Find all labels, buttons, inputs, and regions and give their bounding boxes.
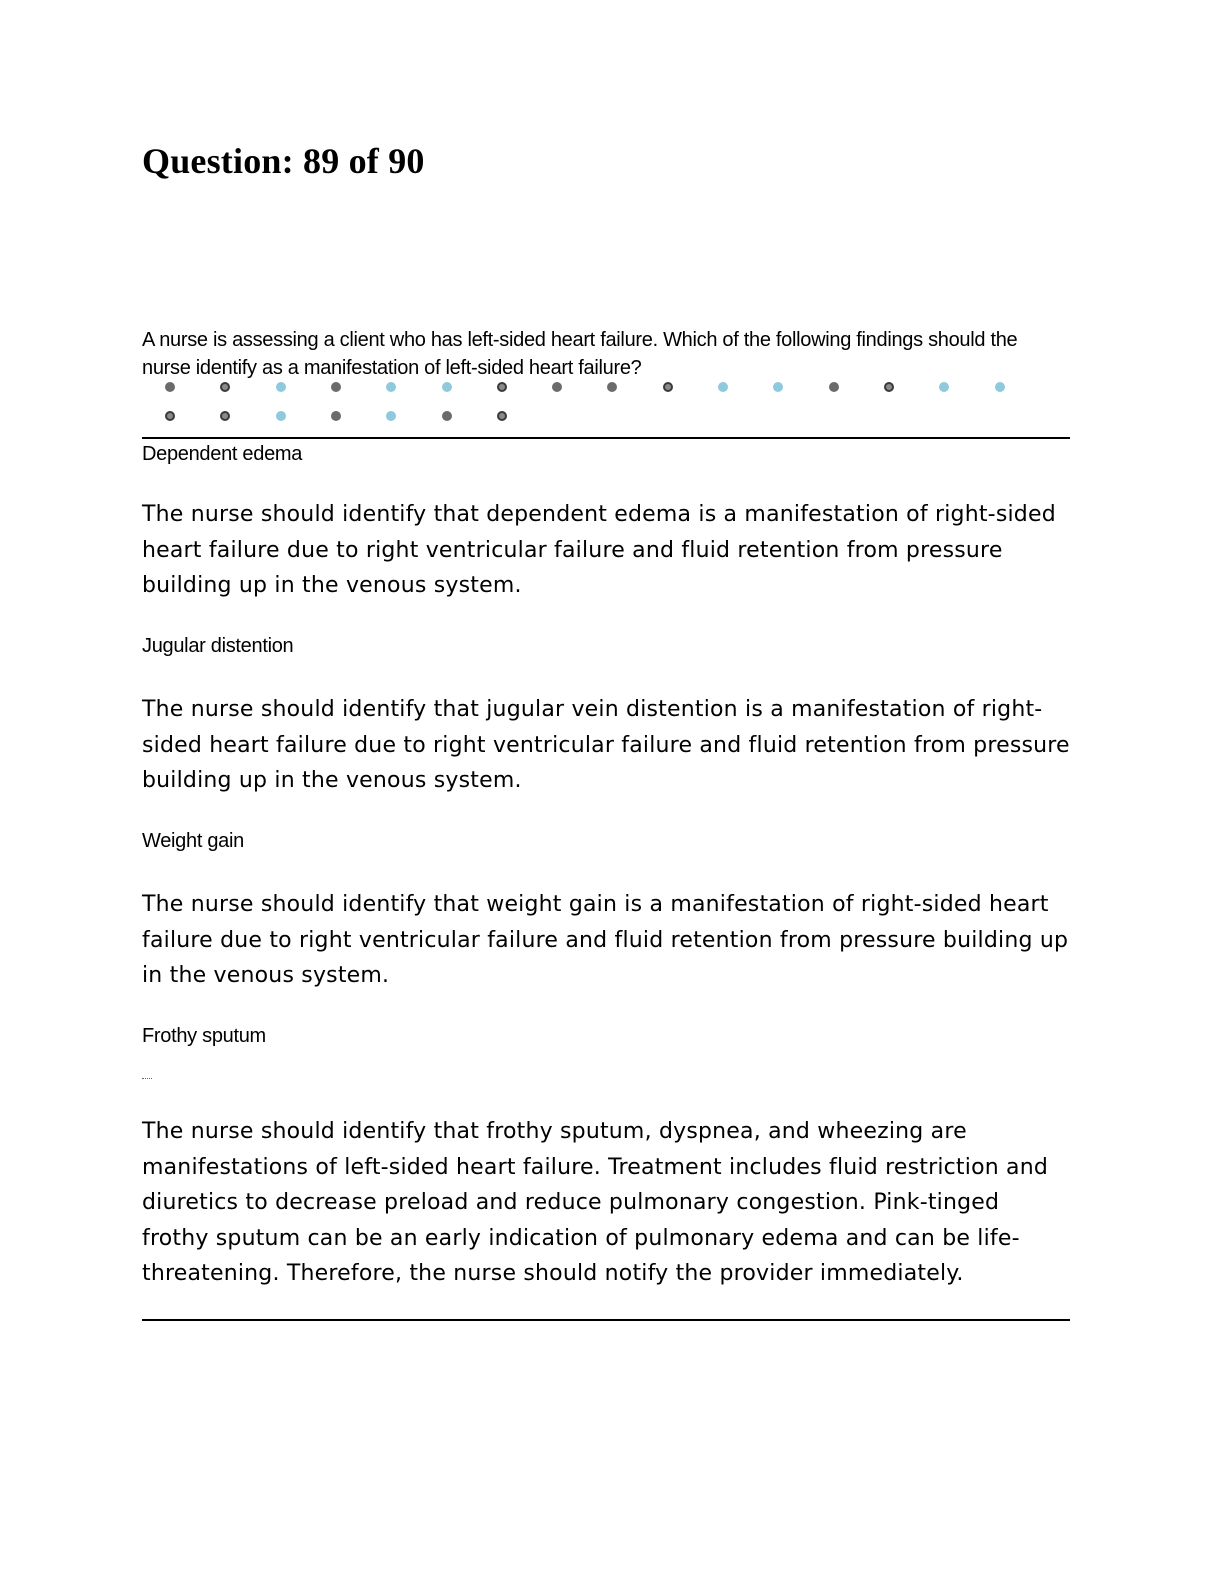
bottom-divider: [142, 1319, 1070, 1321]
option-label-jugular-distention: Jugular distention: [142, 635, 294, 657]
option-rationale-dependent-edema: The nurse should identify that dependent edema is a manifestation of right-sided heart failure due to right ventricular failure and fluid retention from pressure building up in the venous system.: [142, 502, 1056, 598]
progress-dot-blue: [276, 382, 286, 392]
progress-dot-solid: [165, 382, 175, 392]
progress-dot-solid: [552, 382, 562, 392]
progress-dot-ring: [220, 411, 230, 421]
progress-dot-blue: [995, 382, 1005, 392]
progress-dot-ring: [497, 382, 507, 392]
progress-dot-blue: [386, 382, 396, 392]
option-rationale-frothy-sputum: The nurse should identify that frothy sputum, dyspnea, and wheezing are manifestations of left-sided heart failure. Treatment includes fluid restriction and diuretics to decrease preload and reduce pulmonary congestion. Pink-tinged frothy sputum can be an early indication of pulmonary edema and can be life-threatening. Therefore, the nurse should notify the provider immediately.: [142, 1119, 1049, 1286]
progress-dot-blue: [276, 411, 286, 421]
progress-dot-ring: [220, 382, 230, 392]
option-label-dependent-edema: Dependent edema: [142, 443, 303, 465]
small-mark: [142, 1078, 152, 1081]
option-label-frothy-sputum: Frothy sputum: [142, 1025, 266, 1047]
option-rationale-weight-gain: The nurse should identify that weight gain is a manifestation of right-sided heart failure due to right ventricular failure and fluid retention from pressure building up in the venous system.: [142, 892, 1069, 988]
progress-dot-solid: [442, 411, 452, 421]
progress-dot-ring: [165, 411, 175, 421]
option-label-weight-gain: Weight gain: [142, 830, 244, 852]
progress-dot-solid: [607, 382, 617, 392]
page-title: Question: 89 of 90: [142, 141, 425, 181]
progress-dot-blue: [773, 382, 783, 392]
top-divider: [142, 437, 1070, 439]
progress-dot-ring: [497, 411, 507, 421]
progress-dot-solid: [331, 411, 341, 421]
question-stem: A nurse is assessing a client who has left-sided heart failure. Which of the following findings should the nurse identify as a manifestation of left-sided heart failure?: [142, 329, 1018, 379]
progress-dot-solid: [829, 382, 839, 392]
option-rationale-jugular-distention: The nurse should identify that jugular vein distention is a manifestation of right-sided heart failure due to right ventricular failure and fluid retention from pressure building up in the venous system.: [142, 697, 1070, 793]
progress-dot-ring: [884, 382, 894, 392]
progress-dot-blue: [386, 411, 396, 421]
progress-dot-blue: [718, 382, 728, 392]
progress-dot-blue: [939, 382, 949, 392]
progress-dot-solid: [331, 382, 341, 392]
progress-dot-ring: [663, 382, 673, 392]
progress-dot-blue: [442, 382, 452, 392]
